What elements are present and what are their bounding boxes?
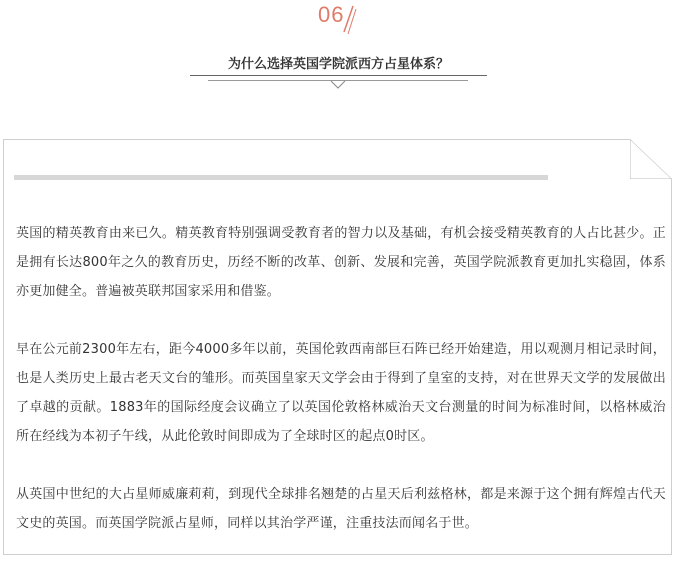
paragraph: 从英国中世纪的大占星师威廉莉莉，到现代全球排名翘楚的占星天后利兹格林，都是来源于这个拥有辉煌古代天文史的英国。而英国学院派占星师，同样以其治学严谨，注重技法而闻名于世。 bbox=[16, 487, 666, 531]
paragraph: 早在公元前2300年左右，距今4000多年以前，英国伦敦西南部巨石阵已经开始建造，用以观测月相记录时间，也是人类历史上最古老天文台的雏形。而英国皇家天文学会由于得到了皇室的支持，对在世界天文学的发展做出了卓越的贡献。1883年的国际经度会议确立了以英国伦敦格林威治天文台测量的时间为标准时间，以格林威治所在经线为本初子午线，从此伦敦时间即成为了全球时区的起点0时区。 bbox=[16, 342, 666, 444]
article-body bbox=[16, 219, 666, 567]
paragraph: 英国的精英教育由来已久。精英教育特别强调受教育者的智力以及基础，有机会接受精英教育的人占比甚少。正是拥有长达800年之久的教育历史，历经不断的改革、创新、发展和完善，英国学院派教育更加扎实稳固，体系亦更加健全。普遍被英联邦国家采用和借鉴。 bbox=[16, 226, 666, 299]
header-bar bbox=[14, 175, 548, 180]
page-corner-fold-icon bbox=[630, 139, 672, 179]
divider bbox=[190, 75, 487, 76]
section-title: 为什么选择英国学院派西方占星体系？ bbox=[227, 57, 449, 72]
chevron-down-icon bbox=[330, 80, 346, 89]
article-card bbox=[3, 139, 672, 555]
slash-decoration-icon bbox=[341, 5, 357, 35]
section-number: 06 bbox=[318, 2, 345, 27]
